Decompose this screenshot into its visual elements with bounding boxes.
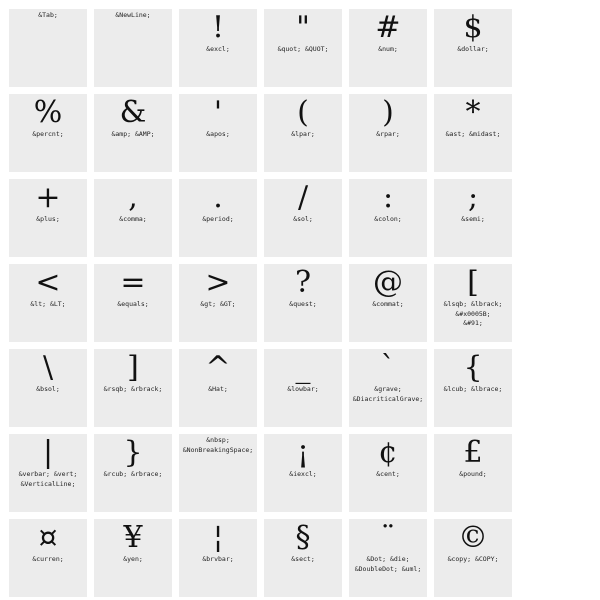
entity-glyph: > [205,265,231,300]
entity-names: &nbsp; &NonBreakingSpace; [182,436,254,454]
entity-cell [9,519,87,597]
entity-glyph: { [463,350,483,385]
entity-glyph: ¨ [380,520,396,555]
entity-glyph: ^ [205,350,231,385]
entity-glyph: ¤ [38,520,58,555]
entity-glyph: % [33,95,63,130]
entity-names: &comma; [119,215,147,223]
entity-names: &rpar; [376,130,400,138]
entity-glyph: ( [297,95,309,130]
entity-cell [94,349,172,427]
entity-glyph: } [123,435,143,470]
entity-cell [434,9,512,87]
entity-names: &sol; [293,215,313,223]
entity-cell [264,519,342,597]
entity-glyph: # [375,10,401,45]
entity-names: &pound; [459,470,487,478]
entity-cell [94,264,172,342]
entity-grid [9,9,512,597]
entity-cell [179,434,257,512]
entity-glyph: | [42,435,54,470]
entity-names: &verbar; &vert; &VerticalLine; [18,470,78,488]
entity-names: &bsol; [36,385,60,393]
entity-glyph: ? [294,265,312,300]
entity-cell [349,519,427,597]
entity-cell [94,179,172,257]
entity-cell [9,264,87,342]
entity-cell [264,264,342,342]
entity-names: &equals; [117,300,149,308]
entity-cell [434,434,512,512]
entity-glyph: ¡ [296,435,310,470]
entity-cell [94,9,172,87]
entity-names: &Hat; [208,385,228,393]
entity-glyph: _ [295,350,311,385]
entity-cell [9,179,87,257]
entity-glyph: . [213,180,223,215]
entity-glyph: £ [463,435,483,470]
entity-cell [179,94,257,172]
entity-names: &rcub; &rbrace; [103,470,163,478]
entity-cell [264,349,342,427]
entity-glyph: < [35,265,61,300]
entity-cell [264,9,342,87]
entity-cell [9,9,87,87]
entity-cell [179,179,257,257]
entity-glyph: ) [382,95,394,130]
entity-glyph: @ [373,265,403,300]
entity-glyph: $ [463,10,483,45]
entity-names: &num; [378,45,398,53]
entity-names: &lt; &LT; [30,300,66,308]
entity-names: &brvbar; [202,555,234,563]
entity-cell [94,519,172,597]
entity-glyph: ¢ [378,435,398,470]
entity-glyph: ' [213,95,223,130]
entity-names: &amp; &AMP; [111,130,155,138]
entity-cell [349,9,427,87]
entity-glyph: + [35,180,61,215]
entity-names: &dollar; [457,45,489,53]
entity-glyph: * [465,95,481,130]
entity-cell [179,9,257,87]
entity-glyph: = [120,265,146,300]
entity-cell [434,94,512,172]
entity-names: &lcub; &lbrace; [443,385,503,393]
entity-names: &sect; [291,555,315,563]
entity-cell [434,349,512,427]
entity-names: &lowbar; [287,385,319,393]
entity-glyph: , [128,180,138,215]
entity-names: &quot; &QUOT; [277,45,329,53]
entity-glyph: / [297,180,309,215]
entity-names: &percnt; [32,130,64,138]
entity-glyph: " [296,10,310,45]
entity-cell [349,264,427,342]
entity-cell [9,434,87,512]
entity-cell [179,264,257,342]
entity-glyph: ; [467,180,479,215]
entity-glyph: ] [127,350,139,385]
entity-names: &NewLine; [115,11,151,19]
entity-cell [264,434,342,512]
entity-names: &gt; &GT; [200,300,236,308]
entity-cell [264,94,342,172]
entity-cell [94,94,172,172]
entity-cell [179,519,257,597]
entity-names: &iexcl; [289,470,317,478]
entity-names: &cent; [376,470,400,478]
entity-cell [349,179,427,257]
entity-cell [434,264,512,342]
entity-names: &quest; [289,300,317,308]
entity-glyph: § [295,520,311,555]
entity-names: &rsqb; &rbrack; [103,385,163,393]
entity-names: &period; [202,215,234,223]
entity-names: &colon; [374,215,402,223]
entity-cell [9,349,87,427]
entity-names: &Dot; &die; &DoubleDot; &uml; [354,555,422,573]
entity-names: &yen; [123,555,143,563]
entity-glyph: ¥ [123,520,143,555]
entity-names: &copy; &COPY; [447,555,499,563]
entity-glyph: : [382,180,394,215]
entity-glyph: ¦ [212,520,224,555]
entity-glyph: © [458,520,488,555]
entity-cell [9,94,87,172]
entity-glyph: & [119,95,147,130]
entity-cell [264,179,342,257]
entity-names: &lpar; [291,130,315,138]
entity-names: &commat; [372,300,404,308]
entity-cell [349,94,427,172]
entity-names: &curren; [32,555,64,563]
entity-names: &plus; [36,215,60,223]
entity-glyph: ` [380,350,396,385]
entity-names: &lsqb; &lbrack; &#x0005B; &#91; [443,300,503,327]
entity-names: &grave; &DiacriticalGrave; [352,385,424,403]
entity-names: &Tab; [38,11,58,19]
entity-names: &semi; [461,215,485,223]
entity-names: &excl; [206,45,230,53]
entity-cell [434,179,512,257]
entity-names: &apos; [206,130,230,138]
entity-cell [94,434,172,512]
entity-cell [434,519,512,597]
entity-cell [349,434,427,512]
entity-cell [179,349,257,427]
entity-glyph: [ [467,265,479,300]
entity-names: &ast; &midast; [445,130,501,138]
entity-glyph: ! [211,10,225,45]
entity-glyph: \ [42,350,54,385]
entity-cell [349,349,427,427]
